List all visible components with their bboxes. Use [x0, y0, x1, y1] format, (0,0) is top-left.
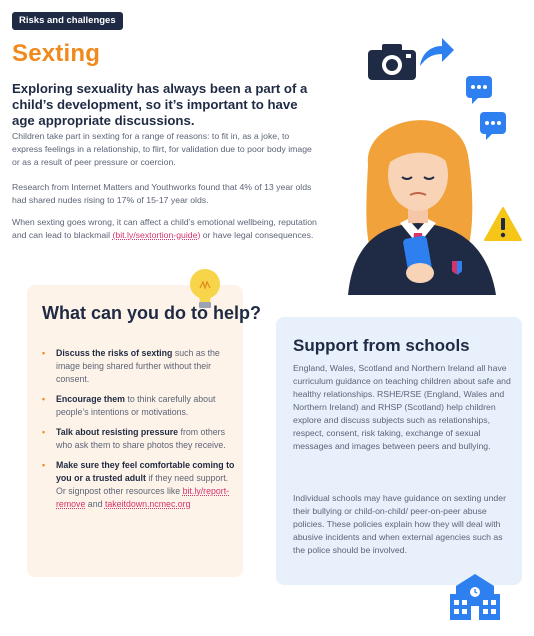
- list-item-text: from others who ask them to share photos they receive.: [56, 427, 226, 450]
- school-icon: [450, 572, 500, 622]
- report-remove-link[interactable]: bit.ly/report-remove: [56, 486, 230, 509]
- intro-paragraph-1: Children take part in sexting for a range of reasons: to fit in, as a joke, to express feelings in a relationship, to flirt, for validation due to poor body image or as a result of peer pressure or coercion.: [12, 131, 312, 167]
- support-title: Support from schools: [293, 336, 470, 355]
- help-list: [42, 347, 238, 518]
- takeitdown-link[interactable]: takeitdown.ncmec.org: [104, 499, 191, 509]
- and-text: and: [87, 499, 103, 509]
- intro-paragraph-3-text: When sexting goes wrong, it can affect a child’s emotional wellbeing, reputation and can lead to blackmail: [12, 217, 317, 240]
- share-arrow-icon: [418, 36, 454, 68]
- bullet-icon: •: [42, 394, 46, 404]
- list-item-bold: Make sure they feel comfortable coming to you or a trusted adult: [56, 460, 235, 483]
- list-item: [42, 393, 238, 419]
- list-item: [42, 347, 238, 386]
- list-item-bold: Talk about resisting pressure: [56, 427, 179, 437]
- help-title: What can you do to help?: [42, 303, 261, 323]
- intro-paragraph-2: Research from Internet Matters and Youthworks found that 4% of 13 year olds had shared nudes rising to 17% of 15-17 year olds.: [12, 182, 312, 205]
- bullet-icon: •: [42, 460, 46, 470]
- chat-bubble-icon: [480, 112, 506, 140]
- list-item-text: if they need support. Or signpost other resources like: [56, 473, 229, 496]
- list-item-bold: Discuss the risks of sexting: [56, 348, 173, 358]
- page-title: Sexting: [12, 40, 101, 67]
- section-tag: Risks and challenges: [12, 12, 123, 30]
- support-paragraph-1: England, Wales, Scotland and Northern Ireland all have curriculum guidance on teaching children about safe and healthy relationships. RSHE/RSE (England, Wales and Northern Ireland) and RHSP (Scotland) help children explore and discuss subjects such as relationships, respect, consent, risk taking, exchange of sexual messages and images between peers and bullying.: [293, 363, 511, 451]
- bullet-icon: •: [42, 348, 46, 358]
- list-item-bold: Encourage them: [56, 394, 125, 404]
- warning-icon: [484, 206, 522, 242]
- list-item-text: to think carefully about people’s intentions or motivations.: [56, 394, 216, 417]
- intro-paragraph-3-end: or have legal consequences.: [202, 230, 314, 240]
- intro-paragraph-3: [12, 216, 322, 242]
- sextortion-guide-link[interactable]: (bit.ly/sextortion-guide): [112, 230, 201, 240]
- list-item-text: such as the image being shared further without their consent.: [56, 348, 220, 384]
- list-item: [42, 426, 238, 452]
- camera-icon: [368, 42, 416, 80]
- support-paragraph-2: Individual schools may have guidance on sexting under their bullying or child-on-child/ peer-on-peer abuse policies. These policies explain how they will deal with abusive incidents and when external agencies such as the police should be involved.: [293, 493, 506, 555]
- list-item: [42, 459, 238, 511]
- intro-lead: Exploring sexuality has always been a part of a child’s development, so it’s important to have age appropriate discussions.: [12, 81, 308, 128]
- bullet-icon: •: [42, 427, 46, 437]
- chat-bubble-icon: [466, 76, 492, 104]
